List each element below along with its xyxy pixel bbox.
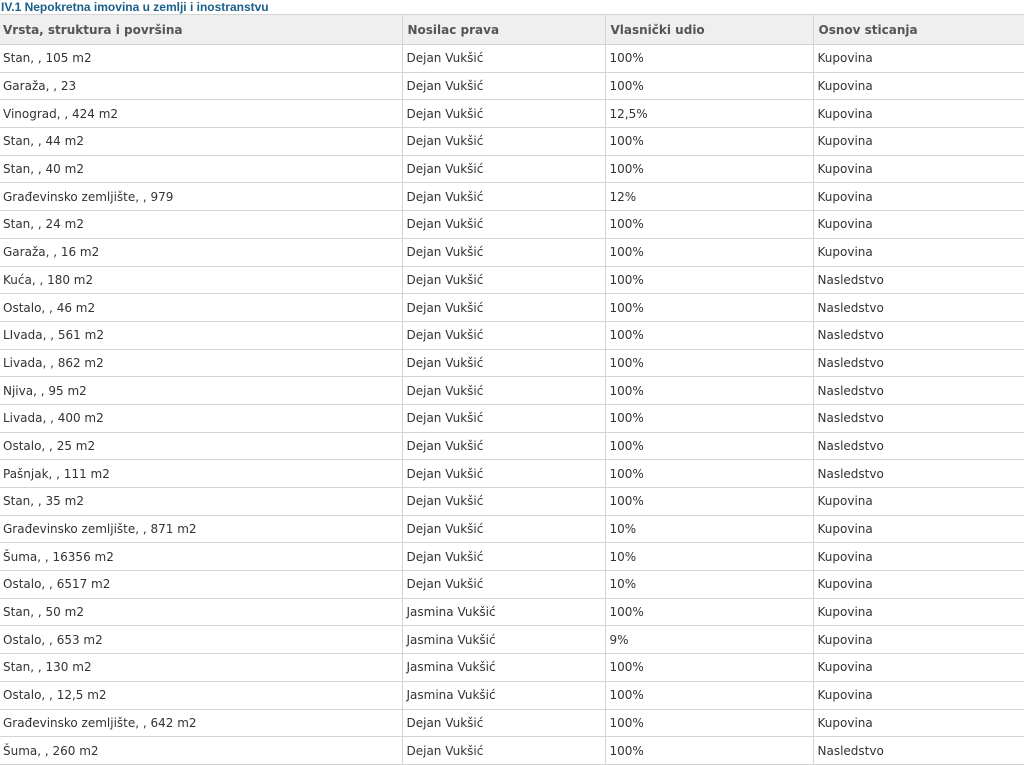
cell-basis: Kupovina: [813, 183, 1024, 211]
cell-type: Stan, , 105 m2: [0, 45, 402, 73]
cell-basis: Kupovina: [813, 100, 1024, 128]
cell-basis: Kupovina: [813, 654, 1024, 682]
cell-owner: Dejan Vukšić: [402, 155, 605, 183]
table-row: [0, 515, 1024, 543]
table-row: [0, 183, 1024, 211]
table-row: [0, 543, 1024, 571]
table-row: [0, 45, 1024, 73]
section-title: IV.1 Nepokretna imovina u zemlji i inostranstvu: [1, 0, 269, 14]
cell-share: 100%: [605, 598, 813, 626]
cell-type: Stan, , 44 m2: [0, 128, 402, 156]
cell-share: 100%: [605, 321, 813, 349]
cell-share: 12,5%: [605, 100, 813, 128]
table-row: [0, 377, 1024, 405]
cell-share: 100%: [605, 709, 813, 737]
cell-share: 100%: [605, 238, 813, 266]
cell-owner: Dejan Vukšić: [402, 72, 605, 100]
cell-share: 100%: [605, 432, 813, 460]
cell-owner: Jasmina Vukšić: [402, 598, 605, 626]
table-body: [0, 45, 1024, 765]
cell-share: 100%: [605, 404, 813, 432]
cell-type: Stan, , 40 m2: [0, 155, 402, 183]
cell-type: Livada, , 400 m2: [0, 404, 402, 432]
table-row: [0, 349, 1024, 377]
cell-basis: Nasledstvo: [813, 432, 1024, 460]
cell-type: Njiva, , 95 m2: [0, 377, 402, 405]
cell-owner: Dejan Vukšić: [402, 404, 605, 432]
cell-owner: Jasmina Vukšić: [402, 626, 605, 654]
cell-type: Stan, , 130 m2: [0, 654, 402, 682]
cell-owner: Dejan Vukšić: [402, 100, 605, 128]
cell-basis: Kupovina: [813, 128, 1024, 156]
table-row: [0, 571, 1024, 599]
cell-basis: Nasledstvo: [813, 266, 1024, 294]
table-row: [0, 681, 1024, 709]
table-row: [0, 488, 1024, 516]
cell-owner: Dejan Vukšić: [402, 515, 605, 543]
table-row: [0, 294, 1024, 322]
cell-basis: Kupovina: [813, 211, 1024, 239]
cell-basis: Nasledstvo: [813, 404, 1024, 432]
cell-basis: Kupovina: [813, 515, 1024, 543]
cell-type: Ostalo, , 25 m2: [0, 432, 402, 460]
cell-share: 10%: [605, 543, 813, 571]
cell-share: 100%: [605, 488, 813, 516]
cell-share: 100%: [605, 266, 813, 294]
cell-owner: Dejan Vukšić: [402, 460, 605, 488]
cell-owner: Dejan Vukšić: [402, 543, 605, 571]
cell-type: Građevinsko zemljište, , 871 m2: [0, 515, 402, 543]
cell-basis: Kupovina: [813, 155, 1024, 183]
table-row: [0, 598, 1024, 626]
cell-share: 12%: [605, 183, 813, 211]
cell-basis: Kupovina: [813, 598, 1024, 626]
cell-type: Stan, , 50 m2: [0, 598, 402, 626]
cell-type: Livada, , 862 m2: [0, 349, 402, 377]
table-row: [0, 432, 1024, 460]
table-row: [0, 404, 1024, 432]
cell-owner: Dejan Vukšić: [402, 211, 605, 239]
table-row: [0, 737, 1024, 765]
header-share: Vlasnički udio: [605, 15, 813, 45]
cell-basis: Nasledstvo: [813, 349, 1024, 377]
cell-owner: Dejan Vukšić: [402, 238, 605, 266]
cell-basis: Nasledstvo: [813, 294, 1024, 322]
cell-type: Garaža, , 23: [0, 72, 402, 100]
table-row: [0, 238, 1024, 266]
cell-basis: Kupovina: [813, 45, 1024, 73]
cell-type: Šuma, , 16356 m2: [0, 543, 402, 571]
cell-owner: Dejan Vukšić: [402, 737, 605, 765]
table-row: [0, 654, 1024, 682]
cell-type: Garaža, , 16 m2: [0, 238, 402, 266]
cell-basis: Kupovina: [813, 238, 1024, 266]
cell-share: 100%: [605, 155, 813, 183]
cell-basis: Kupovina: [813, 543, 1024, 571]
cell-type: Ostalo, , 12,5 m2: [0, 681, 402, 709]
cell-type: Građevinsko zemljište, , 642 m2: [0, 709, 402, 737]
cell-basis: Kupovina: [813, 709, 1024, 737]
cell-share: 10%: [605, 515, 813, 543]
cell-owner: Dejan Vukšić: [402, 571, 605, 599]
cell-share: 100%: [605, 294, 813, 322]
header-owner: Nosilac prava: [402, 15, 605, 45]
cell-owner: Dejan Vukšić: [402, 488, 605, 516]
cell-share: 100%: [605, 45, 813, 73]
table-row: [0, 72, 1024, 100]
cell-type: Ostalo, , 6517 m2: [0, 571, 402, 599]
cell-owner: Dejan Vukšić: [402, 377, 605, 405]
cell-basis: Kupovina: [813, 571, 1024, 599]
cell-share: 100%: [605, 377, 813, 405]
cell-owner: Dejan Vukšić: [402, 432, 605, 460]
header-basis: Osnov sticanja: [813, 15, 1024, 45]
cell-type: Ostalo, , 653 m2: [0, 626, 402, 654]
cell-share: 100%: [605, 737, 813, 765]
table-row: [0, 211, 1024, 239]
cell-owner: Dejan Vukšić: [402, 183, 605, 211]
cell-owner: Dejan Vukšić: [402, 321, 605, 349]
cell-type: Stan, , 24 m2: [0, 211, 402, 239]
cell-basis: Nasledstvo: [813, 321, 1024, 349]
cell-owner: Dejan Vukšić: [402, 266, 605, 294]
cell-share: 100%: [605, 72, 813, 100]
cell-share: 100%: [605, 349, 813, 377]
cell-type: Pašnjak, , 111 m2: [0, 460, 402, 488]
property-table: [0, 14, 1024, 765]
cell-owner: Jasmina Vukšić: [402, 654, 605, 682]
cell-share: 100%: [605, 681, 813, 709]
cell-type: Stan, , 35 m2: [0, 488, 402, 516]
cell-type: Vinograd, , 424 m2: [0, 100, 402, 128]
cell-basis: Nasledstvo: [813, 460, 1024, 488]
table-row: [0, 155, 1024, 183]
cell-share: 9%: [605, 626, 813, 654]
table-row: [0, 128, 1024, 156]
cell-share: 100%: [605, 460, 813, 488]
cell-type: Šuma, , 260 m2: [0, 737, 402, 765]
cell-type: LIvada, , 561 m2: [0, 321, 402, 349]
cell-owner: Dejan Vukšić: [402, 709, 605, 737]
table-row: [0, 709, 1024, 737]
table-row: [0, 100, 1024, 128]
cell-basis: Nasledstvo: [813, 377, 1024, 405]
cell-type: Ostalo, , 46 m2: [0, 294, 402, 322]
cell-share: 100%: [605, 128, 813, 156]
cell-basis: Kupovina: [813, 488, 1024, 516]
cell-owner: Dejan Vukšić: [402, 294, 605, 322]
header-type: Vrsta, struktura i površina: [0, 15, 402, 45]
cell-share: 10%: [605, 571, 813, 599]
table-row: [0, 460, 1024, 488]
cell-basis: Kupovina: [813, 626, 1024, 654]
cell-type: Kuća, , 180 m2: [0, 266, 402, 294]
table-row: [0, 321, 1024, 349]
cell-owner: Jasmina Vukšić: [402, 681, 605, 709]
cell-owner: Dejan Vukšić: [402, 128, 605, 156]
cell-basis: Kupovina: [813, 681, 1024, 709]
cell-owner: Dejan Vukšić: [402, 45, 605, 73]
table-row: [0, 266, 1024, 294]
cell-share: 100%: [605, 211, 813, 239]
cell-basis: Kupovina: [813, 72, 1024, 100]
table-row: [0, 626, 1024, 654]
cell-owner: Dejan Vukšić: [402, 349, 605, 377]
cell-basis: Nasledstvo: [813, 737, 1024, 765]
table-header-row: [0, 15, 1024, 45]
cell-type: Građevinsko zemljište, , 979: [0, 183, 402, 211]
cell-share: 100%: [605, 654, 813, 682]
